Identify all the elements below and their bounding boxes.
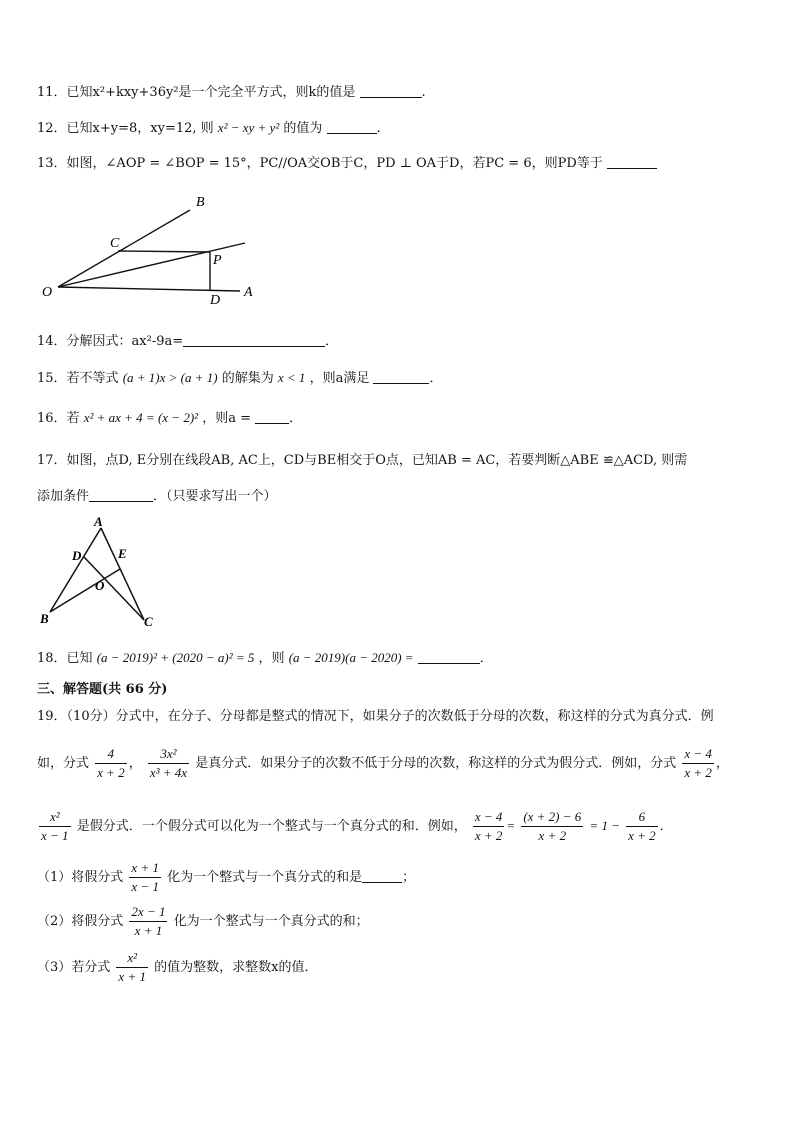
denominator: x + 2 xyxy=(97,765,125,780)
denominator: x + 2 xyxy=(474,828,503,843)
denominator: x + 2 xyxy=(538,828,567,843)
question-19-intro: 19．（10分）分式中，在分子、分母都是整式的情况下，如果分子的次数低于分母的次数，称这样的分式为真分式．例 xyxy=(37,709,714,724)
question-15-inequality: (a + 1)x > (a + 1) xyxy=(122,370,218,385)
question-18-condition: (a − 2019)² + (2020 − a)² = 5 xyxy=(96,650,255,665)
fraction-example-2 xyxy=(148,745,189,782)
question-18: 18．已知 (a − 2019)² + (2020 − a)² = 5 ，则 (a − 2019)(a − 2020) = ． xyxy=(37,650,493,666)
text-segment: 的值为整数，求整数x的值． xyxy=(154,960,318,975)
answer-blank xyxy=(327,121,377,134)
numerator: x² xyxy=(39,808,71,827)
label-a: A xyxy=(94,516,103,529)
question-17-text: 17．如图，点D, E分别在线段AB, AC上，CD与BE相交于O点，已知AB = AC，若要判断△ABE ≌△ACD, 则需 xyxy=(37,453,688,468)
question-12-expression: x² − xy + y² xyxy=(217,120,280,135)
denominator: x − 1 xyxy=(131,879,159,894)
text-segment: 是真分式．如果分子的次数不低于分母的次数，称这样的分式为假分式．例如，分式 xyxy=(195,756,677,771)
question-17-prefix: 添加条件 xyxy=(37,489,90,504)
denominator: x³ + 4x xyxy=(149,765,188,780)
label-b: B xyxy=(40,611,49,626)
label-b: B xyxy=(196,195,205,210)
question-19-line-1 xyxy=(37,707,714,727)
answer-blank xyxy=(360,85,422,98)
denominator: x + 2 xyxy=(684,765,712,780)
question-17-line-1 xyxy=(37,451,687,471)
question-19-line-2: 如，分式 $\frac{4}{x + 2}$ ， $\frac{\text{3x²}}{\text{x³ + 4x}}$ 是真分式．如果分子的次数不低于分母的次数，称这样的分式为假分式．例如，分式 $\frac{x - 4}{x + 2}$ ， xyxy=(37,746,729,780)
question-12-suffix: 的值为 xyxy=(283,121,323,136)
question-16-equation: x² + ax + 4 = (x − 2)² xyxy=(83,410,199,425)
answer-blank xyxy=(255,411,289,424)
fraction-example-5 xyxy=(473,808,505,845)
denominator: x + 1 xyxy=(134,923,163,938)
label-o: O xyxy=(95,578,105,593)
question-11: 11．已知x²+kxy+36y²是一个完全平方式，则k的值是 . xyxy=(37,85,426,100)
fraction-example-4 xyxy=(39,808,71,845)
text-segment: （1）将假分式 xyxy=(37,870,124,885)
denominator: x − 1 xyxy=(41,828,69,843)
question-18-mid: ，则 xyxy=(258,651,285,666)
segment-cd xyxy=(84,557,144,620)
denominator: x + 2 xyxy=(628,828,656,843)
question-15-prefix: 15．若不等式 xyxy=(37,371,119,386)
numerator: x − 4 xyxy=(473,808,505,827)
question-19-part-2 xyxy=(37,902,369,942)
ray-ob xyxy=(58,210,190,287)
numerator: x² xyxy=(116,949,148,968)
question-17-suffix: ．（只要求写出一个） xyxy=(153,489,277,504)
segment-ac xyxy=(101,528,144,620)
numerator: 2x − 1 xyxy=(129,903,167,922)
question-15: 15．若不等式 (a + 1)x > (a + 1) 的解集为 x < 1 ，则a满足 ． xyxy=(37,370,443,386)
label-d: D xyxy=(210,293,221,308)
segment-ab xyxy=(50,528,101,612)
label-d: D xyxy=(72,548,82,563)
denominator: x + 1 xyxy=(118,969,146,984)
text-segment: （3）若分式 xyxy=(37,960,111,975)
question-16: 16．若 x² + ax + 4 = (x − 2)² ，则a = ． xyxy=(37,410,303,426)
numerator: 6 xyxy=(626,808,658,827)
label-e: E xyxy=(118,546,127,561)
question-13 xyxy=(37,154,657,174)
numerator: 3x² xyxy=(148,745,189,764)
text-segment: （2）将假分式 xyxy=(37,914,124,929)
numerator: 4 xyxy=(95,745,127,764)
question-12: 12．已知x+y=8，xy=12, 则 x² − xy + y² 的值为 . xyxy=(37,120,381,136)
label-c: C xyxy=(110,236,120,251)
label-a: A xyxy=(244,285,253,300)
answer-blank xyxy=(183,334,325,347)
text-segment: 是假分式．一个假分式可以化为一个整式与一个真分式的和．例如， xyxy=(76,819,467,834)
question-19-part-3 xyxy=(37,948,317,988)
figure-13 xyxy=(30,190,270,310)
question-12-prefix: 12．已知x+y=8，xy=12, 则 xyxy=(37,121,214,136)
question-15-mid: 的解集为 xyxy=(221,371,274,386)
question-13-text: 13．如图，∠AOP = ∠BOP = 15°，PC//OA交OB于C，PD ⊥ OA于D，若PC = 6，则PD等于 xyxy=(37,156,603,171)
question-19-line-3: $\frac{\text{x²}}{x - 1}$ 是假分式．一个假分式可以化为一个整式与一个真分式的和．例如， $\frac{x - 4}{x + 2}$ = $\frac{(x + 2) - 6}{x + 2}$ = 1 − $\frac{6}{x + 2}$ ． xyxy=(41,809,673,843)
fraction-example-1 xyxy=(95,745,127,782)
fraction-part-2 xyxy=(129,903,167,940)
question-18-prefix: 18．已知 xyxy=(37,651,93,666)
segment-pc xyxy=(118,251,210,252)
numerator: (x + 2) − 6 xyxy=(521,808,583,827)
text-segment: 如，分式 xyxy=(37,756,90,771)
fraction-part-3 xyxy=(116,949,148,986)
question-14-text: 14．分解因式：ax²-9a= xyxy=(37,334,184,349)
question-17-line-2 xyxy=(37,487,277,507)
question-14: 14．分解因式：ax²-9a= ． xyxy=(37,334,339,349)
answer-blank xyxy=(607,156,657,169)
question-18-expression: (a − 2019)(a − 2020) = xyxy=(288,650,414,665)
label-c: C xyxy=(144,614,153,629)
question-15-condition: x < 1 xyxy=(277,370,306,385)
answer-blank xyxy=(373,371,429,384)
answer-blank xyxy=(89,489,153,502)
question-16-prefix: 16．若 xyxy=(37,411,80,426)
fraction-example-7 xyxy=(626,808,658,845)
answer-blank xyxy=(418,651,480,664)
section-heading: 三、解答题(共 66 分) xyxy=(37,682,168,697)
question-11-text: 11．已知x²+kxy+36y²是一个完全平方式，则k的值是 xyxy=(37,85,356,100)
equation-part: = 1 − xyxy=(589,818,620,833)
question-19-part-1: （1）将假分式 $\frac{x + 1}{x - 1}$ 化为一个整式与一个真分式的和是 ； xyxy=(37,860,416,894)
fraction-example-3 xyxy=(682,745,714,782)
ray-oa xyxy=(58,287,240,291)
text-segment: 化为一个整式与一个真分式的和； xyxy=(173,914,369,929)
segment-be xyxy=(50,569,120,612)
numerator: x − 4 xyxy=(682,745,714,764)
label-p: P xyxy=(213,253,222,268)
fraction-part-1 xyxy=(129,859,161,896)
answer-blank xyxy=(362,870,402,883)
question-15-suffix: ，则a满足 xyxy=(309,371,370,386)
text-segment: 化为一个整式与一个真分式的和是 xyxy=(167,870,363,885)
fraction-example-6 xyxy=(521,808,583,845)
figure-17 xyxy=(36,516,166,634)
numerator: x + 1 xyxy=(129,859,161,878)
label-o: O xyxy=(42,285,53,300)
question-16-suffix: ，则a = xyxy=(202,411,251,426)
